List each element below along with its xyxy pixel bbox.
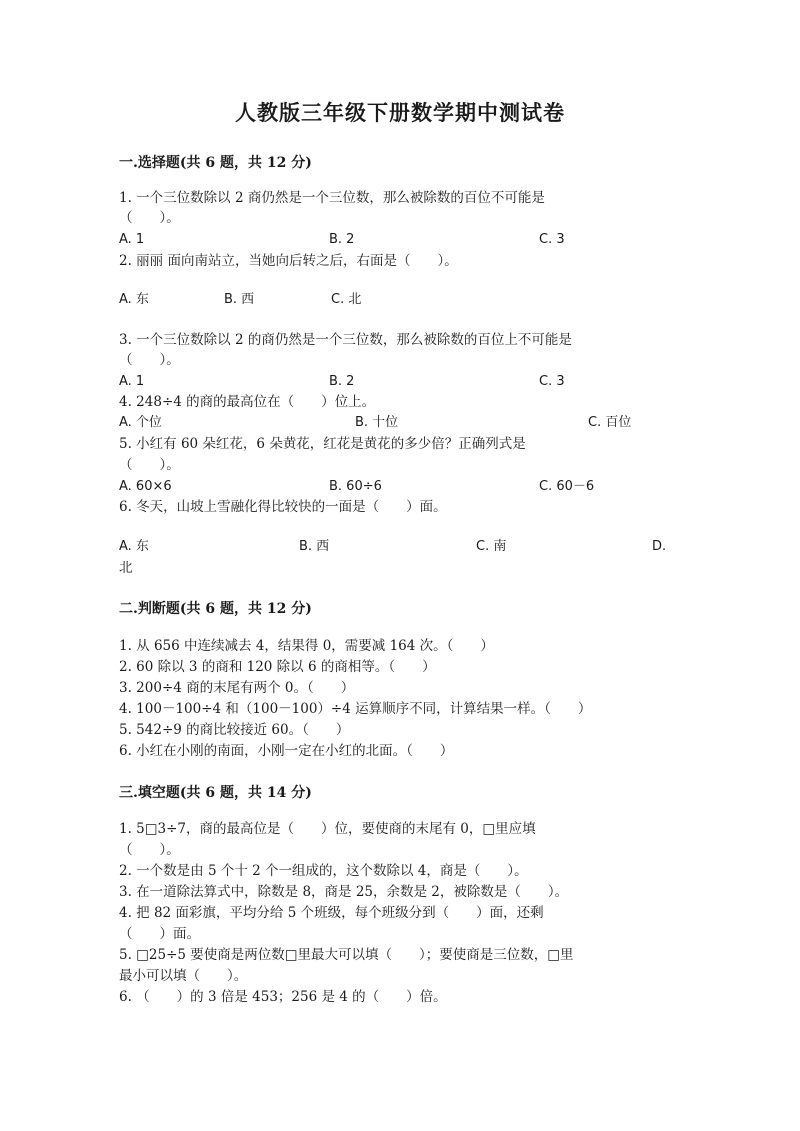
fill-q2-line1: 2. 一个数是由 5 个十 2 个一组成的，这个数除以 4，商是（ ）。	[119, 863, 528, 879]
section-heading-choice: 一.选择题(共 6 题，共 12 分)	[119, 155, 312, 171]
fill-q5-line2: 最小可以填（ ）。	[119, 968, 248, 984]
section-heading-judgement: 二.判断题(共 6 题，共 12 分)	[119, 601, 312, 617]
choice-q5-options	[119, 478, 679, 496]
choice-q5-option-a: A. 60×6	[119, 479, 172, 494]
fill-q4-line2: （ ）面。	[119, 926, 200, 942]
choice-q1-option-c: C. 3	[539, 232, 565, 247]
judge-q4: 4. 100－100÷4 和（100－100）÷4 运算顺序不同，计算结果一样。（ ）	[119, 701, 592, 717]
section-heading-fill: 三.填空题(共 6 题，共 14 分)	[119, 785, 312, 801]
fill-q3-line1: 3. 在一道除法算式中，除数是 8，商是 25，余数是 2，被除数是（ ）。	[119, 884, 569, 900]
judge-q1: 1. 从 656 中连续减去 4，结果得 0，需要减 164 次。（ ）	[119, 638, 494, 654]
choice-q6-option-a: A. 东	[119, 539, 149, 554]
choice-q5-line2: （ ）。	[119, 457, 180, 473]
choice-q4-options	[119, 414, 679, 432]
judge-q6: 6. 小红在小刚的南面，小刚一定在小红的北面。（ ）	[119, 743, 454, 759]
choice-q5-line1: 5. 小红有 60 朵红花，6 朵黄花，红花是黄花的多少倍？正确列式是	[119, 436, 526, 452]
choice-q6-option-d-text: 北	[119, 560, 133, 576]
choice-q1-option-a: A. 1	[119, 232, 145, 247]
choice-q6-option-d: D.	[652, 539, 667, 554]
choice-q1-options	[119, 231, 679, 249]
choice-q3-option-b: B. 2	[329, 374, 355, 389]
choice-q4-option-a: A. 个位	[119, 415, 162, 430]
choice-q2-options	[119, 291, 679, 309]
choice-q2-line1: 2. 丽丽 面向南站立，当她向后转之后，右面是（ ）。	[119, 253, 458, 269]
choice-q3-options	[119, 373, 679, 391]
choice-q1-line1: 1. 一个三位数除以 2 商仍然是一个三位数，那么被除数的百位不可能是	[119, 190, 545, 206]
choice-q4-line1: 4. 248÷4 的商的最高位在（ ）位上。	[119, 394, 376, 410]
choice-q2-option-a: A. 东	[119, 292, 149, 307]
choice-q6-line1: 6. 冬天，山坡上雪融化得比较快的一面是（ ）面。	[119, 499, 447, 515]
choice-q5-option-b: B. 60÷6	[329, 479, 382, 494]
choice-q4-option-b: B. 十位	[355, 415, 399, 430]
choice-q3-option-c: C. 3	[539, 374, 565, 389]
choice-q3-option-a: A. 1	[119, 374, 145, 389]
choice-q3-line2: （ ）。	[119, 352, 180, 368]
exam-title: 人教版三年级下册数学期中测试卷	[235, 100, 565, 125]
choice-q4-option-c: C. 百位	[588, 415, 632, 430]
choice-q2-option-b: B. 西	[224, 292, 255, 307]
judge-q3: 3. 200÷4 商的末尾有两个 0。（ ）	[119, 680, 355, 696]
choice-q1-option-b: B. 2	[329, 232, 355, 247]
choice-q5-option-c: C. 60－6	[539, 479, 595, 494]
fill-q1-line2: （ ）。	[119, 842, 180, 858]
choice-q1-line2: （ ）。	[119, 210, 180, 226]
choice-q2-option-c: C. 北	[331, 292, 362, 307]
fill-q1-line1: 1. 5□3÷7，商的最高位是（ ）位，要使商的末尾有 0，□里应填	[119, 821, 536, 837]
choice-q6-options	[119, 538, 679, 556]
judge-q2: 2. 60 除以 3 的商和 120 除以 6 的商相等。（ ）	[119, 659, 436, 675]
choice-q6-option-b: B. 西	[299, 539, 330, 554]
fill-q4-line1: 4. 把 82 面彩旗，平均分给 5 个班级，每个班级分到（ ）面，还剩	[119, 905, 544, 921]
choice-q6-option-c: C. 南	[476, 539, 507, 554]
fill-q5-line1: 5. □25÷5 要使商是两位数□里最大可以填（ ）；要使商是三位数，□里	[119, 947, 574, 963]
choice-q3-line1: 3. 一个三位数除以 2 的商仍然是一个三位数，那么被除数的百位上不可能是	[119, 332, 572, 348]
judge-q5: 5. 542÷9 的商比较接近 60。（ ）	[119, 722, 350, 738]
fill-q6-line1: 6. （ ）的 3 倍是 453；256 是 4 的（ ）倍。	[119, 989, 447, 1005]
